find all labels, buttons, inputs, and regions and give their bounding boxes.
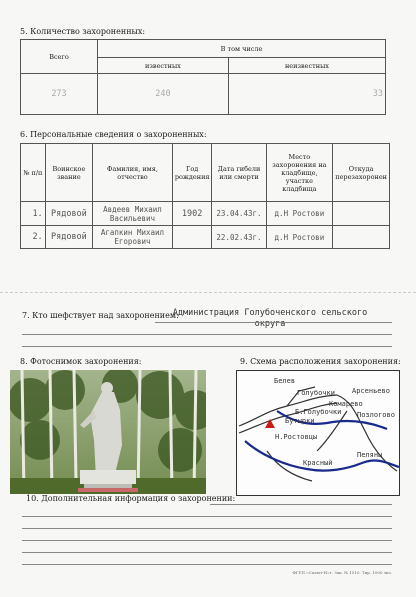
rule-line <box>22 334 392 335</box>
label-pozlogovo: Позлогово <box>357 411 395 419</box>
section-8-title: 8. Фотоснимок захоронения: <box>20 357 142 366</box>
patron-value: Администрация Голубоченского сельского округа <box>172 308 368 329</box>
row-number: 1. <box>21 202 46 226</box>
total-value: 273 <box>21 74 98 115</box>
unknown-value: 33 <box>228 74 385 115</box>
section-6-title: 6. Персональные сведения о захороненных: <box>20 130 207 139</box>
col-name: Фамилия, имя, отчество <box>93 144 173 202</box>
row-birth-year <box>172 226 212 249</box>
personal-info-table <box>20 143 390 249</box>
col-reburied-from: Откуда перезахоронен <box>333 144 390 202</box>
print-footer: ФГУП «Салют-Н»г. Зак. № 1510. Тир. 1000 экз. <box>292 570 392 575</box>
location-scheme <box>236 370 400 496</box>
burials-count-table <box>20 39 386 115</box>
row-name: Агапкин Михаил Егорович <box>93 226 173 249</box>
table-row <box>21 202 390 226</box>
memorial-photo <box>10 370 206 494</box>
label-golubochki: Голубочки <box>297 389 335 397</box>
label-krasny: Красный <box>303 459 333 467</box>
label-komarevo: Комарево <box>329 400 363 408</box>
row-number: 2. <box>21 226 46 249</box>
rule-line <box>22 564 392 565</box>
row-death-date: 23.04.43г. <box>212 202 266 226</box>
row-reburied-from <box>333 202 390 226</box>
label-n-rostovtsy: Н.Ростовцы <box>275 433 318 441</box>
label-arsenevo: Арсеньево <box>352 387 390 395</box>
rule-line <box>155 322 392 323</box>
rule-line <box>22 540 392 541</box>
label-pelyany: Пеляны <box>357 451 383 459</box>
row-burial-place: д.Н Ростови <box>266 202 333 226</box>
row-name: Авдеев Михаил Васильевич <box>93 202 173 226</box>
rule-line <box>210 504 392 505</box>
fold-line <box>0 292 416 293</box>
section-5-title: 5. Количество захороненных: <box>20 27 146 36</box>
rule-line <box>22 516 392 517</box>
header-known: известных <box>98 58 229 74</box>
header-unknown: неизвестных <box>228 58 385 74</box>
row-birth-year: 1902 <box>172 202 212 226</box>
rule-line <box>22 528 392 529</box>
section-9-title: 9. Схема расположения захоронения: <box>240 357 401 366</box>
col-number: № п/п <box>21 144 46 202</box>
rule-line <box>22 346 392 347</box>
label-butyrki: Бутырки <box>285 417 315 425</box>
row-burial-place: д.Н Ростови <box>266 226 333 249</box>
header-total: Всего <box>21 40 98 74</box>
col-death-date: Дата гибели или смерти <box>212 144 266 202</box>
row-rank: Рядовой <box>45 226 92 249</box>
table-row <box>21 226 390 249</box>
row-death-date: 22.02.43г. <box>212 226 266 249</box>
rule-line <box>22 552 392 553</box>
section-7-title: 7. Кто шефствует над захоронением: <box>22 311 179 320</box>
label-b-golubochki: Б.Голубочки <box>295 408 342 416</box>
row-reburied-from <box>333 226 390 249</box>
row-rank: Рядовой <box>45 202 92 226</box>
section-10-title: 10. Дополнительная информация о захоронении: <box>26 494 236 503</box>
col-burial-place: Место захоронения на кладбище, участке кладбища <box>266 144 333 202</box>
label-belev: Белев <box>274 377 296 385</box>
col-birth-year: Год рождения <box>172 144 212 202</box>
col-rank: Воинское звание <box>45 144 92 202</box>
header-including: В том числе <box>98 40 386 58</box>
known-value: 240 <box>98 74 229 115</box>
